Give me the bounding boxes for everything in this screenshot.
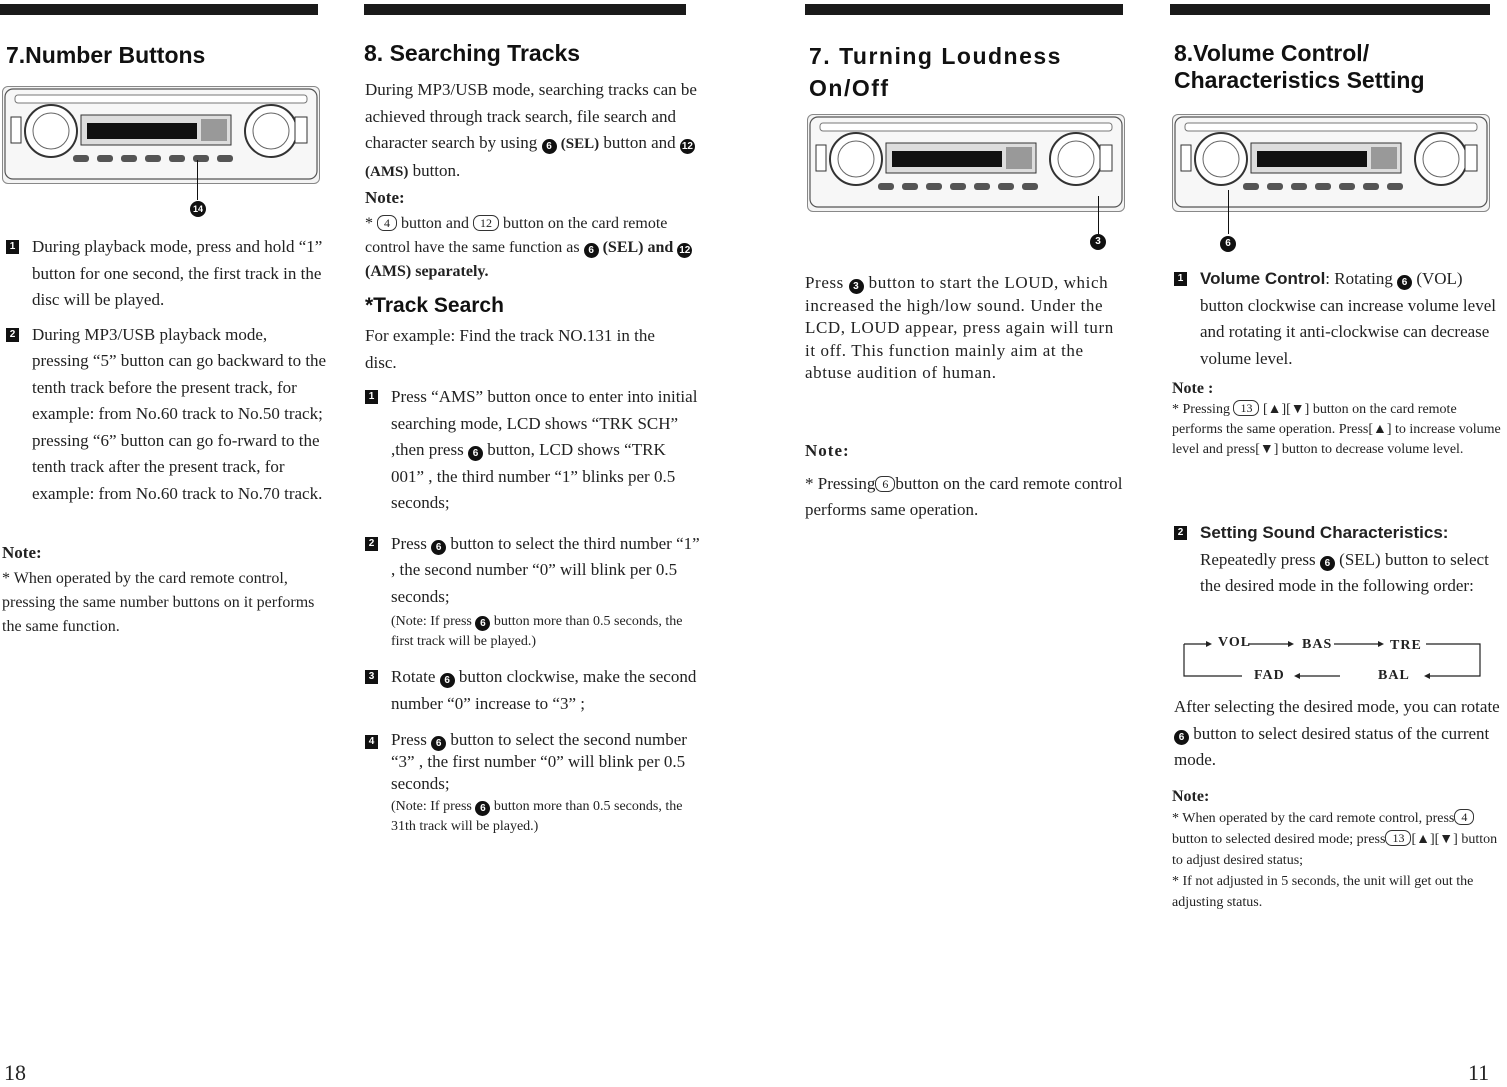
callout-line	[1098, 196, 1099, 234]
note-title: Note:	[1172, 788, 1210, 805]
radio-faceplate-image	[1172, 114, 1490, 212]
button-6-icon: 6	[584, 243, 599, 258]
note-title: Note:	[365, 188, 405, 207]
button-3-icon: 3	[849, 279, 864, 294]
remote-key-12: 12	[473, 215, 499, 231]
callout-line	[197, 160, 198, 200]
note-text: * When operated by the card remote control, press 4button to selected desired mode; press 13 [▲][▼] button to adjust desired status; * If not adjusted in 5 seconds, the unit will get out the adjusting status.	[1172, 810, 1498, 910]
button-6-icon: 6	[431, 736, 446, 751]
button-6-icon: 6	[1397, 275, 1412, 290]
mode-fad: FAD	[1254, 668, 1285, 683]
header-bar-3	[805, 4, 1123, 15]
list-item	[6, 234, 328, 314]
callout-3: 3	[1090, 234, 1106, 250]
list-item: 1 Press “AMS” button once to enter into initial searching mode, LCD shows “TRK SCH” ,then press 6 button, LCD shows “TRK 001” , the third number “1” blinks per 0.5 seconds;	[365, 384, 701, 517]
step-number-1: 1	[365, 390, 378, 404]
note-title: Note:	[2, 543, 42, 562]
remote-key-6: 6	[875, 476, 895, 492]
subsection-title-track-search: *Track Search	[365, 294, 504, 317]
item-text: During playback mode, press and hold “1” button for one second, the first track in the disc will be played.	[32, 237, 323, 309]
list-item: 4 Press 6 button to select the second number “3” , the first number “0” will blink per 0.5 seconds; (Note: If press 6 button more than 0.5 seconds, the 31th track will be played.)	[365, 729, 701, 837]
step-number-4: 4	[365, 735, 378, 749]
header-bar-2	[364, 4, 686, 15]
header-bar-4	[1170, 4, 1490, 15]
remote-key-13: 13	[1385, 830, 1411, 846]
mode-vol: VOL	[1218, 635, 1252, 650]
section-title-searching-tracks: 8. Searching Tracks	[364, 40, 581, 66]
item-number-1: 1	[6, 240, 19, 254]
list-item	[6, 322, 328, 508]
step-number-2: 2	[365, 537, 378, 551]
note-text: * 4 button and 12 button on the card remote control have the same function as 6 (SEL) and 12 (AMS) separately.	[365, 214, 691, 280]
button-6-icon: 6	[475, 801, 490, 816]
note-title: Note:	[805, 441, 850, 460]
page-number-right: 11	[1468, 1060, 1490, 1085]
button-6-icon: 6	[468, 446, 483, 461]
mode-bal: BAL	[1378, 668, 1410, 683]
section-title-volume: 8.Volume Control/ Characteristics Setting	[1174, 40, 1425, 93]
list-item: 3 Rotate 6 button clockwise, make the second number “0” increase to “3” ;	[365, 664, 701, 717]
note-text: * When operated by the card remote control, pressing the same number buttons on it performs the same function.	[2, 569, 315, 635]
page-number-left: 18	[4, 1060, 26, 1085]
header-bar-1	[0, 4, 318, 15]
example-text: For example: Find the track NO.131 in the disc.	[365, 326, 655, 372]
button-6-icon: 6	[1174, 730, 1189, 745]
list-item: 1 Volume Control: Rotating 6 (VOL) button clockwise can increase volume level and rotating it anti-clockwise can decrease volume level.	[1174, 266, 1506, 372]
remote-key-4: 4	[377, 215, 397, 231]
radio-faceplate-image	[807, 114, 1125, 212]
intro-paragraph: During MP3/USB mode, searching tracks can be achieved through track search, file search and character search by using 6 (SEL) button and 12 (AMS) button.	[365, 80, 697, 180]
button-6-icon: 6	[475, 616, 490, 631]
button-6-icon: 6	[440, 673, 455, 688]
remote-key-13: 13	[1233, 400, 1259, 416]
note-text: * Pressing 6 button on the card remote control performs same operation.	[805, 473, 1123, 519]
callout-14: 14	[190, 201, 206, 217]
item-number-2: 2	[6, 328, 19, 342]
section-title-number-buttons: 7.Number Buttons	[6, 42, 206, 68]
mode-cycle-diagram	[1182, 632, 1482, 686]
button-12-icon: 12	[681, 141, 693, 152]
mode-bas: BAS	[1302, 637, 1333, 652]
button-6-icon: 6	[542, 139, 557, 154]
button-6-icon: 6	[431, 540, 446, 555]
mode-tre: TRE	[1390, 638, 1422, 653]
button-12-icon: 12	[679, 244, 691, 256]
after-selection-paragraph: After selecting the desired mode, you can rotate 6 button to select desired status of the current mode.	[1174, 697, 1500, 769]
item-text: During MP3/USB playback mode, pressing “5” button can go backward to the tenth track before the present track, for example: from No.60 track to No.50 track; pressing “6” button can go fo-rward to the tenth track after the present track, for example: from No.60 track to No.70 track.	[32, 324, 327, 503]
loudness-paragraph: Press 3 button to start the LOUD, which increased the high/low sound. Under the LCD, LOUD appear, press again will turn it off. This function mainly aim at the abtuse audition of human.	[805, 273, 1114, 382]
list-item: 2 Setting Sound Characteristics: Repeatedly press 6 (SEL) button to select the desired mode in the following order:	[1174, 520, 1506, 600]
section-title-loudness: 7. Turning Loudness On/Off	[809, 43, 1062, 101]
callout-line	[1228, 190, 1229, 234]
step-number-3: 3	[365, 670, 378, 684]
item-number-2: 2	[1174, 526, 1187, 540]
note-title: Note :	[1172, 380, 1214, 397]
remote-key-4: 4	[1454, 809, 1474, 825]
list-item: 2 Press 6 button to select the third number “1” , the second number “0” will blink per 0.5 seconds; (Note: If press 6 button more than 0.5 seconds, the first track will be played.)	[365, 531, 701, 653]
button-6-icon: 6	[1320, 556, 1335, 571]
note-text: * Pressing 13 [▲][▼] button on the card remote performs the same operation. Press[▲] to increase volume level and press[▼] button to decrease volume level.	[1172, 401, 1501, 457]
item-number-1: 1	[1174, 272, 1187, 286]
callout-6: 6	[1220, 236, 1236, 252]
radio-faceplate-image	[2, 86, 320, 184]
